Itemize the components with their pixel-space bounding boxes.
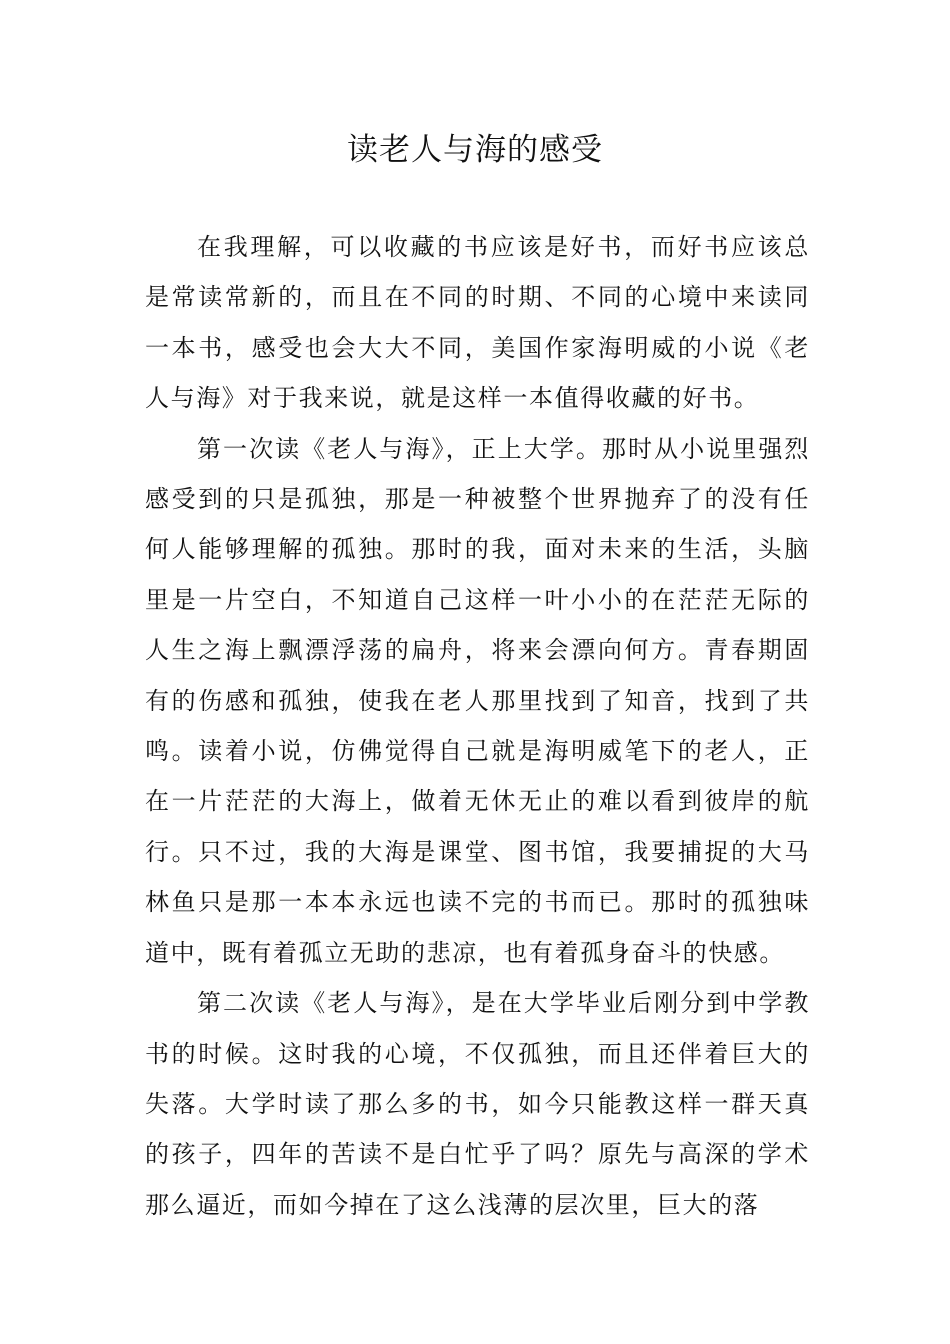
paragraph-1: 在我理解，可以收藏的书应该是好书，而好书应该总是常读常新的，而且在不同的时期、不同的心境中来读同一本书，感受也会大大不同，美国作家海明威的小说《老人与海》对于我来说，就是这样一本值得收藏的好书。 xyxy=(145,233,810,413)
paragraph-3: 第二次读《老人与海》，是在大学毕业后刚分到中学教书的时候。这时我的心境，不仅孤独，而且还伴着巨大的失落。大学时读了那么多的书，如今只能教这样一群天真的孩子，四年的苦读不是白忙乎了吗？原先与高深的学术那么逼近，而如今掉在了这么浅薄的层次里，巨大的落 xyxy=(145,989,810,1219)
document-body xyxy=(145,222,810,1230)
document-title: 读老人与海的感受 xyxy=(347,132,603,168)
paragraph-2: 第一次读《老人与海》，正上大学。那时从小说里强烈感受到的只是孤独，那是一种被整个世界抛弃了的没有任何人能够理解的孤独。那时的我，面对未来的生活，头脑里是一片空白，不知道自己这样一叶小小的在茫茫无际的人生之海上飘漂浮荡的扁舟，将来会漂向何方。青春期固有的伤感和孤独，使我在老人那里找到了知音，找到了共鸣。读着小说，仿佛觉得自己就是海明威笔下的老人，正在一片茫茫的大海上，做着无休无止的难以看到彼岸的航行。只不过，我的大海是课堂、图书馆，我要捕捉的大马林鱼只是那一本本永远也读不完的书而已。那时的孤独味道中，既有着孤立无助的悲凉，也有着孤身奋斗的快感。 xyxy=(145,434,810,967)
